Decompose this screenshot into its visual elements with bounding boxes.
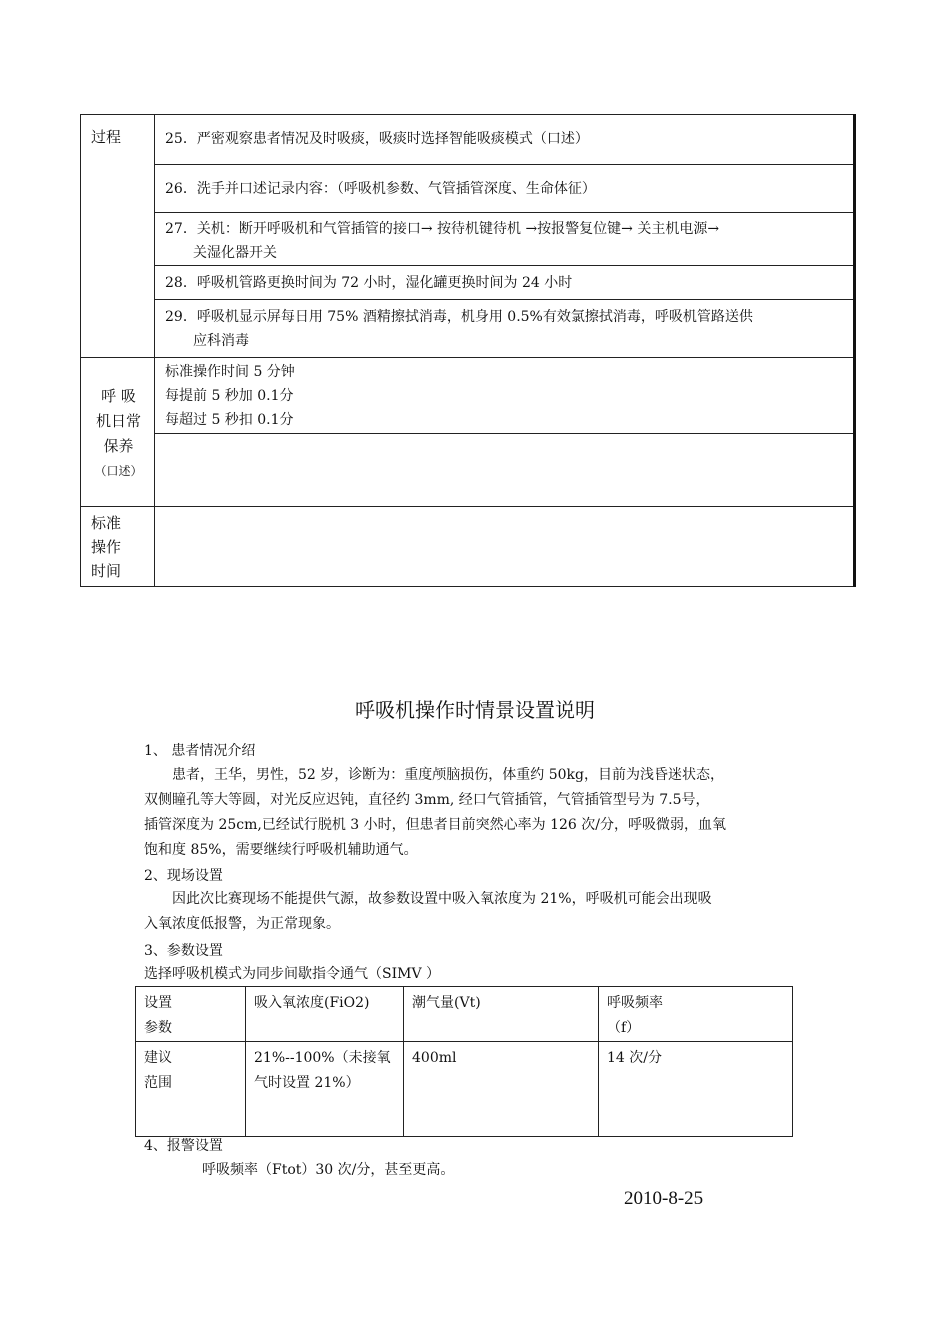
document-date: 2010-8-25 [624, 1188, 704, 1209]
alarm-setting-text: 呼吸频率（Ftot）30 次/分，甚至更高。 [202, 1162, 455, 1178]
step-28: 28．呼吸机管路更换时间为 72 小时，湿化罐更换时间为 24 小时 [155, 266, 855, 300]
step-25: 25．严密观察患者情况及时吸痰，吸痰时选择智能吸痰模式（口述） [155, 115, 855, 165]
step-26: 26．洗手并口述记录内容：（呼吸机参数、气管插管深度、生命体征） [155, 165, 855, 213]
section1-text: 患者，王华，男性，52 岁，诊断为：重度颅脑损伤，体重约 50kg，目前为浅昏迷状态， 双侧瞳孔等大等圆，对光反应迟钝，直径约 3mm, 经口气管插管，气管插管型号为 7.5号， 插管深度为 25cm,已经试行脱机 3 小时，但患者目前突然心率为 126 次/分，呼吸微弱，血氧 饱和度 85%，需要继续行呼吸机辅助通气。 [144, 767, 726, 858]
standard-time-empty-cell [155, 507, 855, 587]
label-maintenance: 呼 吸 机日常 保养 （口述） [81, 358, 155, 507]
process-table [80, 114, 856, 587]
label-standard-time: 标准 操作 时间 [81, 507, 155, 587]
value-cell: 建议 范围 [136, 1042, 246, 1137]
header-cell: 设置 参数 [136, 987, 246, 1042]
value-cell: 14 次/分 [599, 1042, 793, 1137]
parameter-header-row [136, 987, 793, 1042]
step-29: 29．呼吸机显示屏每日用 75% 酒精擦拭消毒，机身用 0.5%有效氯擦拭消毒，呼吸机管路送供 应科消毒 [155, 300, 855, 358]
section2-heading: 2、现场设置 [144, 868, 223, 884]
header-cell: 潮气量(Vt) [404, 987, 599, 1042]
section3-heading: 3、参数设置 [144, 943, 223, 959]
page-title: 呼吸机操作时情景设置说明 [355, 698, 595, 722]
standard-time-rules: 标准操作时间 5 分钟 每提前 5 秒加 0.1分 每超过 5 秒扣 0.1分 [155, 358, 855, 434]
step-27: 27．关机：断开呼吸机和气管插管的接口→ 按待机键待机 →按报警复位键→ 关主机电源→ 关湿化器开关 [155, 213, 855, 266]
parameter-table [135, 986, 793, 1137]
section4-heading: 4、报警设置 [144, 1138, 223, 1154]
parameter-value-row [136, 1042, 793, 1137]
ventilation-mode: 选择呼吸机模式为同步间歇指令通气（SIMV ） [144, 966, 441, 982]
header-cell: 呼吸频率 （f） [599, 987, 793, 1042]
section1-heading: 1、 患者情况介绍 [144, 743, 256, 759]
value-cell: 21%--100%（未接氧 气时设置 21%） [246, 1042, 404, 1137]
maintenance-empty-cell [155, 434, 855, 507]
section2-text: 因此次比赛现场不能提供气源，故参数设置中吸入氧浓度为 21%，呼吸机可能会出现吸 入氧浓度低报警，为正常现象。 [144, 891, 712, 932]
label-process: 过程 [81, 115, 155, 358]
header-cell: 吸入氧浓度(FiO2) [246, 987, 404, 1042]
value-cell: 400ml [404, 1042, 599, 1137]
